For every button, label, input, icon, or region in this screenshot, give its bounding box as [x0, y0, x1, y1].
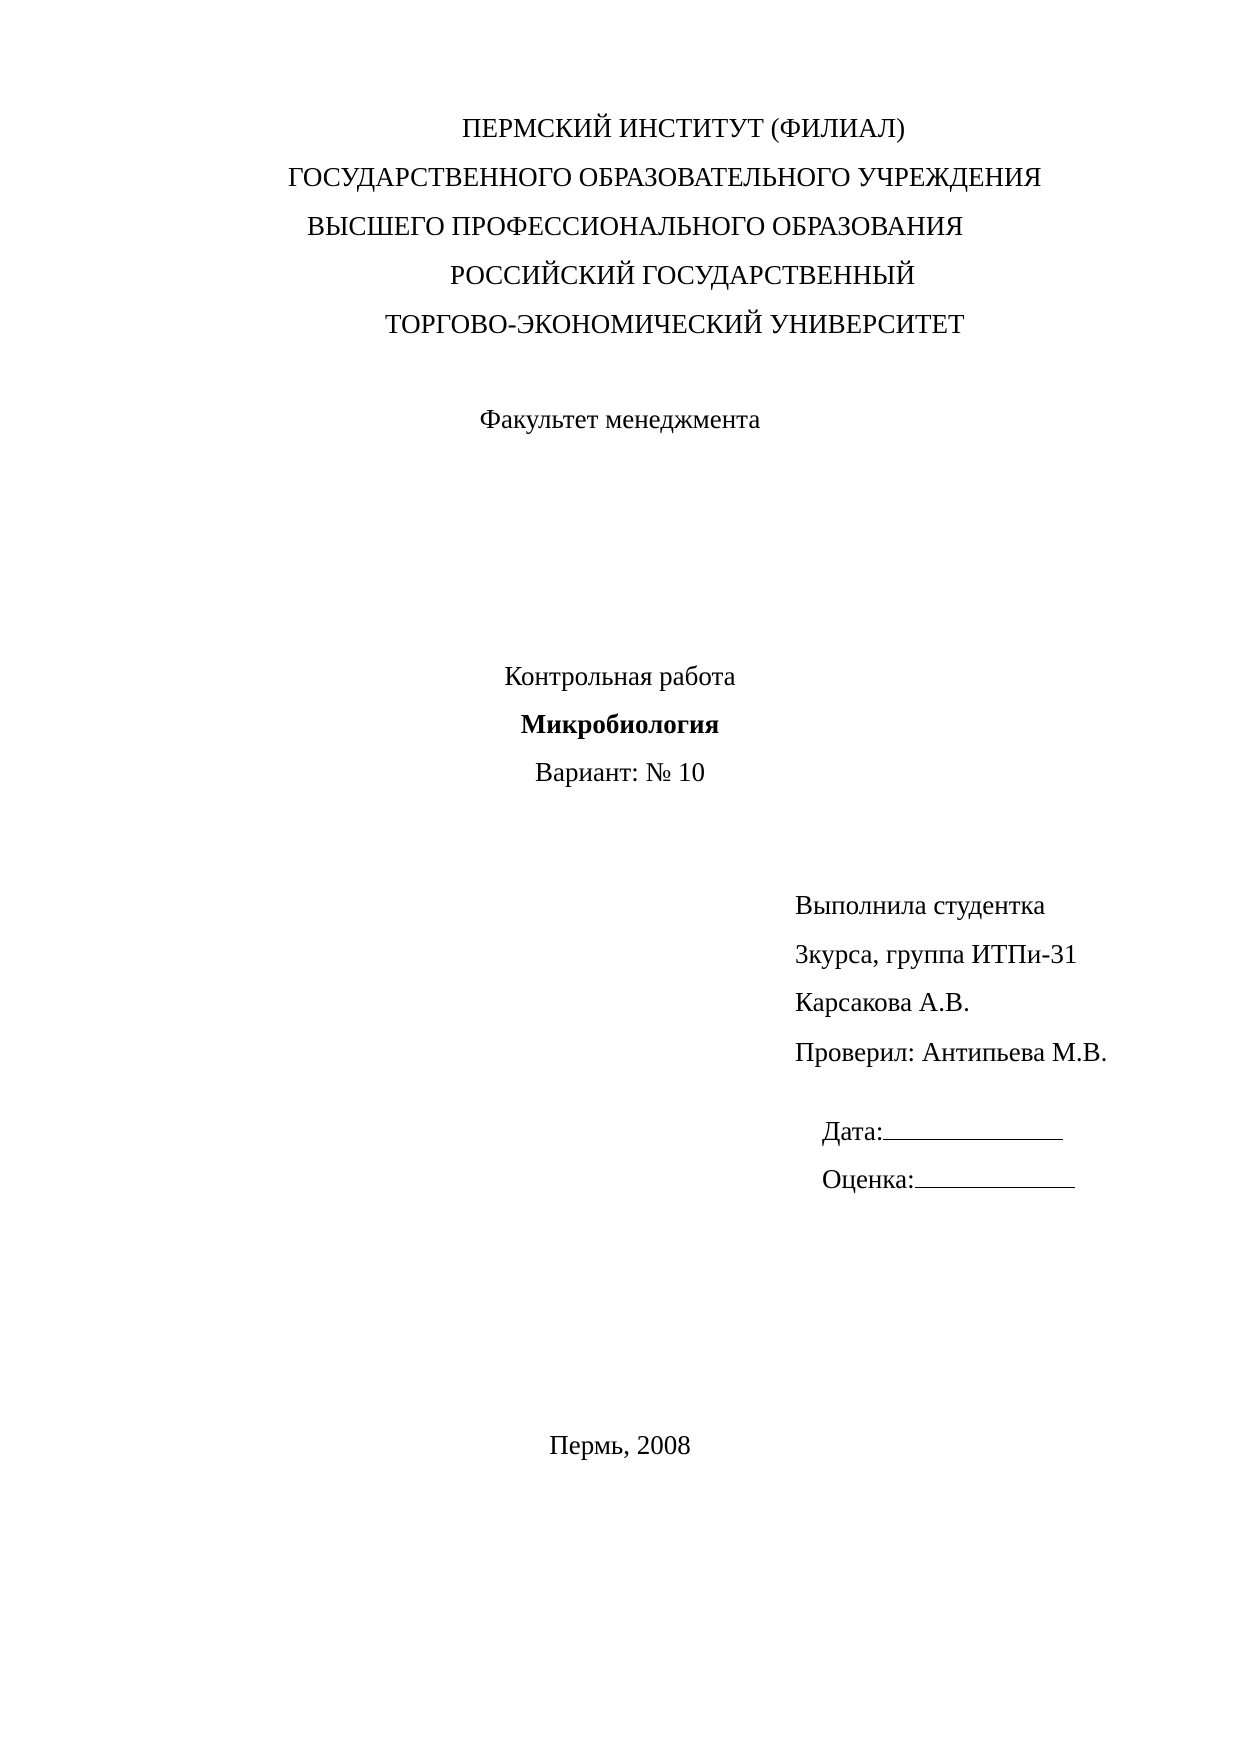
work-type: Контрольная работа: [504, 661, 736, 691]
header-line-2: ГОСУДАРСТВЕННОГО ОБРАЗОВАТЕЛЬНОГО УЧРЕЖДЕНИЯ: [288, 162, 1042, 192]
grade-blank-line: [915, 1165, 1075, 1188]
faculty-name: Факультет менеджмента: [479, 404, 761, 434]
subject-title: Микробиология: [520, 709, 720, 739]
student-name: Карсакова А.В.: [795, 987, 970, 1017]
course-group: 3курса, группа ИТПи-31: [795, 939, 1078, 969]
grade-label: Оценка:: [822, 1164, 915, 1194]
checked-by: Проверил: Антипьева М.В.: [795, 1037, 1108, 1067]
header-line-4: РОССИЙСКИЙ ГОСУДАРСТВЕННЫЙ: [450, 260, 916, 290]
header-line-3: ВЫСШЕГО ПРОФЕССИОНАЛЬНОГО ОБРАЗОВАНИЯ: [307, 211, 964, 241]
grade-field: [795, 1131, 1075, 1227]
header-line-5: ТОРГОВО-ЭКОНОМИЧЕСКИЙ УНИВЕРСИТЕТ: [385, 309, 965, 339]
header-line-1: ПЕРМСКИЙ ИНСТИТУТ (ФИЛИАЛ): [462, 113, 906, 143]
date-label: Дата:: [822, 1116, 884, 1146]
variant-number: Вариант: № 10: [535, 757, 705, 787]
city-year: Пермь, 2008: [549, 1430, 691, 1460]
performed-by: Выполнила студентка: [795, 890, 1046, 920]
